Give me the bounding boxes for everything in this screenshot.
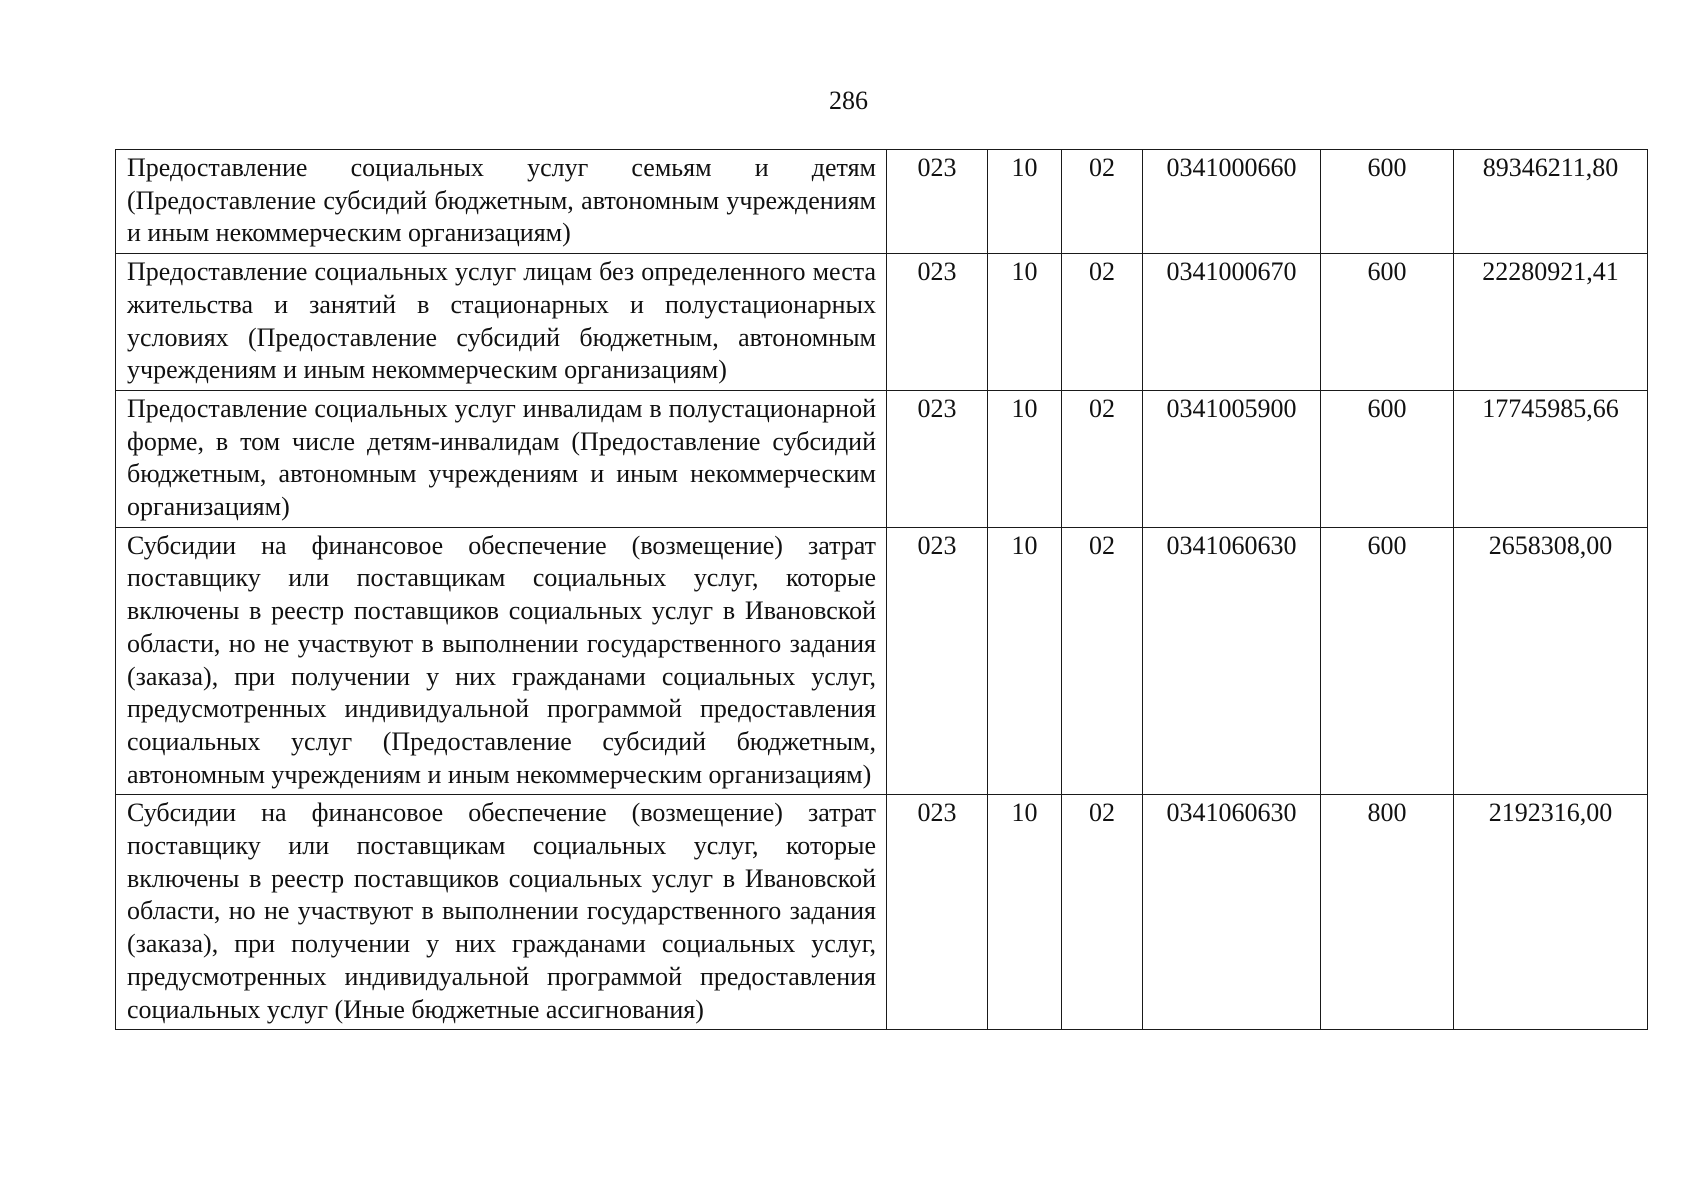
section-code: 10: [988, 254, 1062, 391]
section-code: 10: [988, 150, 1062, 254]
amount: 22280921,41: [1454, 254, 1648, 391]
target-article-code: 0341000660: [1143, 150, 1321, 254]
table-row: [116, 254, 1648, 391]
table-row: [116, 527, 1648, 795]
expense-description: Субсидии на финансовое обеспечение (возмещение) затрат поставщику или поставщикам социальных услуг, которые включены в реестр поставщиков социальных услуг в Ивановской области, но не участвуют в выполнении государственного задания (заказа), при получении у них гражданами социальных услуг, предусмотренных индивидуальной программой предоставления социальных услуг (Иные бюджетные ассигнования): [116, 795, 887, 1030]
ministry-code: 023: [887, 150, 988, 254]
page-number: 286: [829, 86, 868, 115]
expense-type-code: 600: [1321, 527, 1454, 795]
ministry-code: 023: [887, 527, 988, 795]
amount: 2192316,00: [1454, 795, 1648, 1030]
section-code: 10: [988, 795, 1062, 1030]
table-row: [116, 390, 1648, 527]
budget-table: [115, 149, 1648, 1030]
expense-description: Субсидии на финансовое обеспечение (возмещение) затрат поставщику или поставщикам социальных услуг, которые включены в реестр поставщиков социальных услуг в Ивановской области, но не участвуют в выполнении государственного задания (заказа), при получении у них гражданами социальных услуг, предусмотренных индивидуальной программой предоставления социальных услуг (Предоставление субсидий бюджетным, автономным учреждениям и иным некоммерческим организациям): [116, 527, 887, 795]
expense-type-code: 800: [1321, 795, 1454, 1030]
expense-description: Предоставление социальных услуг лицам без определенного места жительства и занятий в стационарных и полустационарных условиях (Предоставление субсидий бюджетным, автономным учреждениям и иным некоммерческим организациям): [116, 254, 887, 391]
table-row: [116, 150, 1648, 254]
target-article-code: 0341000670: [1143, 254, 1321, 391]
target-article-code: 0341060630: [1143, 527, 1321, 795]
expense-type-code: 600: [1321, 390, 1454, 527]
section-code: 10: [988, 527, 1062, 795]
expense-type-code: 600: [1321, 150, 1454, 254]
expense-description: Предоставление социальных услуг семьям и детям (Предоставление субсидий бюджетным, автономным учреждениям и иным некоммерческим организациям): [116, 150, 887, 254]
amount: 89346211,80: [1454, 150, 1648, 254]
amount: 17745985,66: [1454, 390, 1648, 527]
ministry-code: 023: [887, 795, 988, 1030]
expense-description: Предоставление социальных услуг инвалидам в полустационарной форме, в том числе детям-инвалидам (Предоставление субсидий бюджетным, автономным учреждениям и иным некоммерческим организациям): [116, 390, 887, 527]
amount: 2658308,00: [1454, 527, 1648, 795]
subsection-code: 02: [1062, 795, 1143, 1030]
section-code: 10: [988, 390, 1062, 527]
ministry-code: 023: [887, 390, 988, 527]
target-article-code: 0341060630: [1143, 795, 1321, 1030]
target-article-code: 0341005900: [1143, 390, 1321, 527]
table-row: [116, 795, 1648, 1030]
ministry-code: 023: [887, 254, 988, 391]
subsection-code: 02: [1062, 390, 1143, 527]
expense-type-code: 600: [1321, 254, 1454, 391]
subsection-code: 02: [1062, 527, 1143, 795]
subsection-code: 02: [1062, 254, 1143, 391]
subsection-code: 02: [1062, 150, 1143, 254]
